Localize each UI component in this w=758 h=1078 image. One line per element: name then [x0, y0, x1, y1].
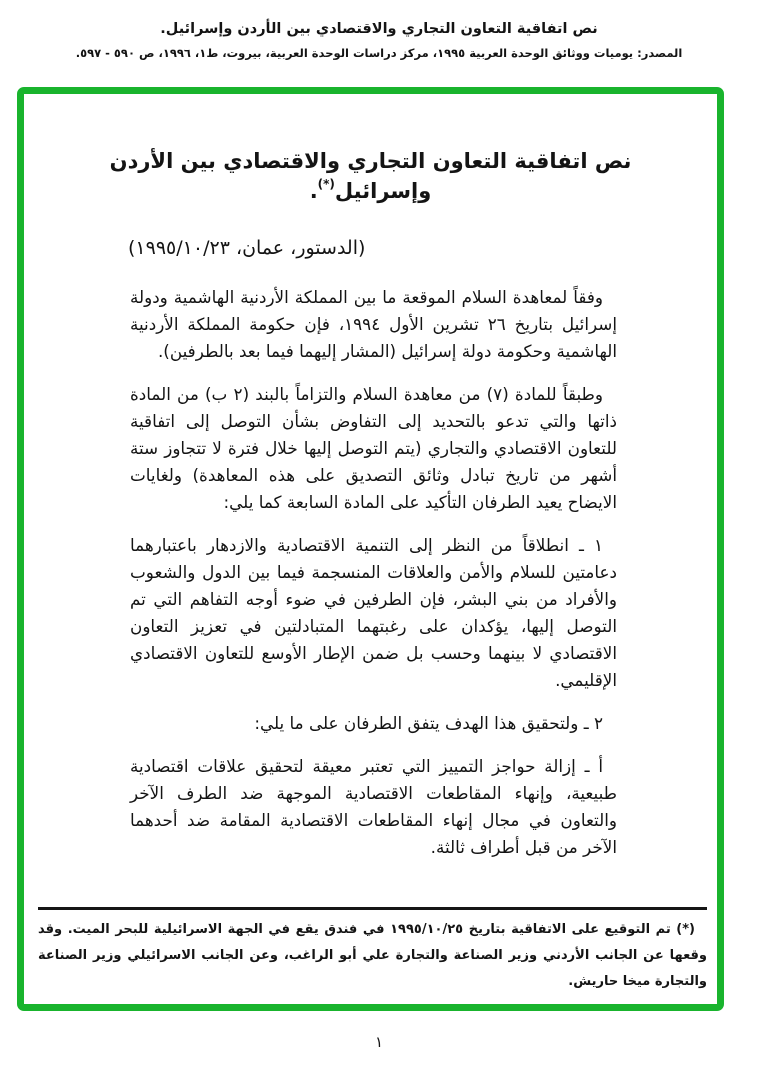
page-number: ١ — [374, 1033, 384, 1051]
paragraph-clause-2a: أ ـ إزالة حواجز التمييز التي تعتبر معيقة لتحقيق علاقات اقتصادية طبيعية، وإنهاء المقاطعات الاقتصادية الموجهة ضد الطرف الآخر والتعاون في مجال إنهاء المقاطعات الاقتصادية المقامة ضد أحدهما الآخر من قبل أطراف ثالثة. — [130, 755, 617, 857]
paragraph-clause-1: ١ ـ انطلاقاً من النظر إلى التنمية الاقتصادية والازدهار باعتبارهما دعامتين للسلام والأمن والعلاقات المنسجمة فيما بين الدول والشعوب والأفراد من بني البشر، فإن الطرفين في ضوء أوجه التفاهم التي تم التوصل إليها، يؤكدان على رغبتهما المتبادلتين في تعزيز التعاون الاقتصادي لا بينهما وحسب بل ضمن الإطار الأوسع للتعاون الاقتصادي الإقليمي. — [130, 534, 617, 690]
footnote-text: (*) تم التوقيع على الاتفاقية بتاريخ ٢٥/‏١٠/‏١٩٩٥ في فندق يقع في الجهة الاسرائيلية للبحر الميت. وقد وقعها عن الجانب الأردني وزير الصناعة والتجارة علي أبو الراغب، وعن الجانب الاسرائيلي وزير الصناعة والتجارة ميخا حاريش. — [38, 922, 707, 989]
paragraph-preamble: وفقاً لمعاهدة السلام الموقعة ما بين المملكة الأردنية الهاشمية ودولة إسرائيل بتاريخ ٢٦ تشرين الأول ١٩٩٤، فإن حكومة المملكة الأردنية الهاشمية وحكومة دولة إسرائيل (المشار إليهما فيما بعد بالطرفين). — [130, 286, 617, 361]
paragraph-article7: وطبقاً للمادة (٧) من معاهدة السلام والتزاماً بالبند (٢ ب) من المادة ذاتها والتي تدعو بالتحديد إلى التفاوض بشأن التوصل إلى اتفاقية للتعاون الاقتصادي والتجاري (يتم التوصل إليها خلال فترة لا تتجاوز ستة أشهر من تاريخ تبادل وثائق التصديق على هذه المعاهدة) ولغايات الايضاح يعيد الطرفان التأكيد على المادة السابعة كما يلي: — [130, 383, 617, 512]
byline: (الدستور، عمان، ٢٣/‏١٠/‏١٩٩٥) — [128, 236, 366, 259]
document-title — [54, 146, 687, 207]
footnote-separator — [38, 907, 707, 910]
document-title-period: . — [309, 179, 318, 204]
header-title: نص اتفاقية التعاون التجاري والاقتصادي بين الأردن وإسرائيل. — [160, 21, 598, 37]
footnote-area — [38, 907, 707, 995]
paragraph-clause-2: ٢ ـ ولتحقيق هذا الهدف يتفق الطرفان على ما يلي: — [254, 712, 603, 733]
document-title-text: نص اتفاقية التعاون التجاري والاقتصادي بين الأردن وإسرائيل — [109, 149, 632, 204]
page-header — [0, 0, 758, 60]
header-source-line: المصدر: يوميات ووثائق الوحدة العربية ١٩٩٥، مركز دراسات الوحدة العربية، بيروت، ط١، ١٩٩٦، ص ٥٩٠ - ٥٩٧. — [75, 46, 683, 60]
document-frame — [17, 87, 724, 1011]
document-body — [130, 284, 617, 861]
footnote-marker-superscript: (*) — [317, 177, 335, 192]
